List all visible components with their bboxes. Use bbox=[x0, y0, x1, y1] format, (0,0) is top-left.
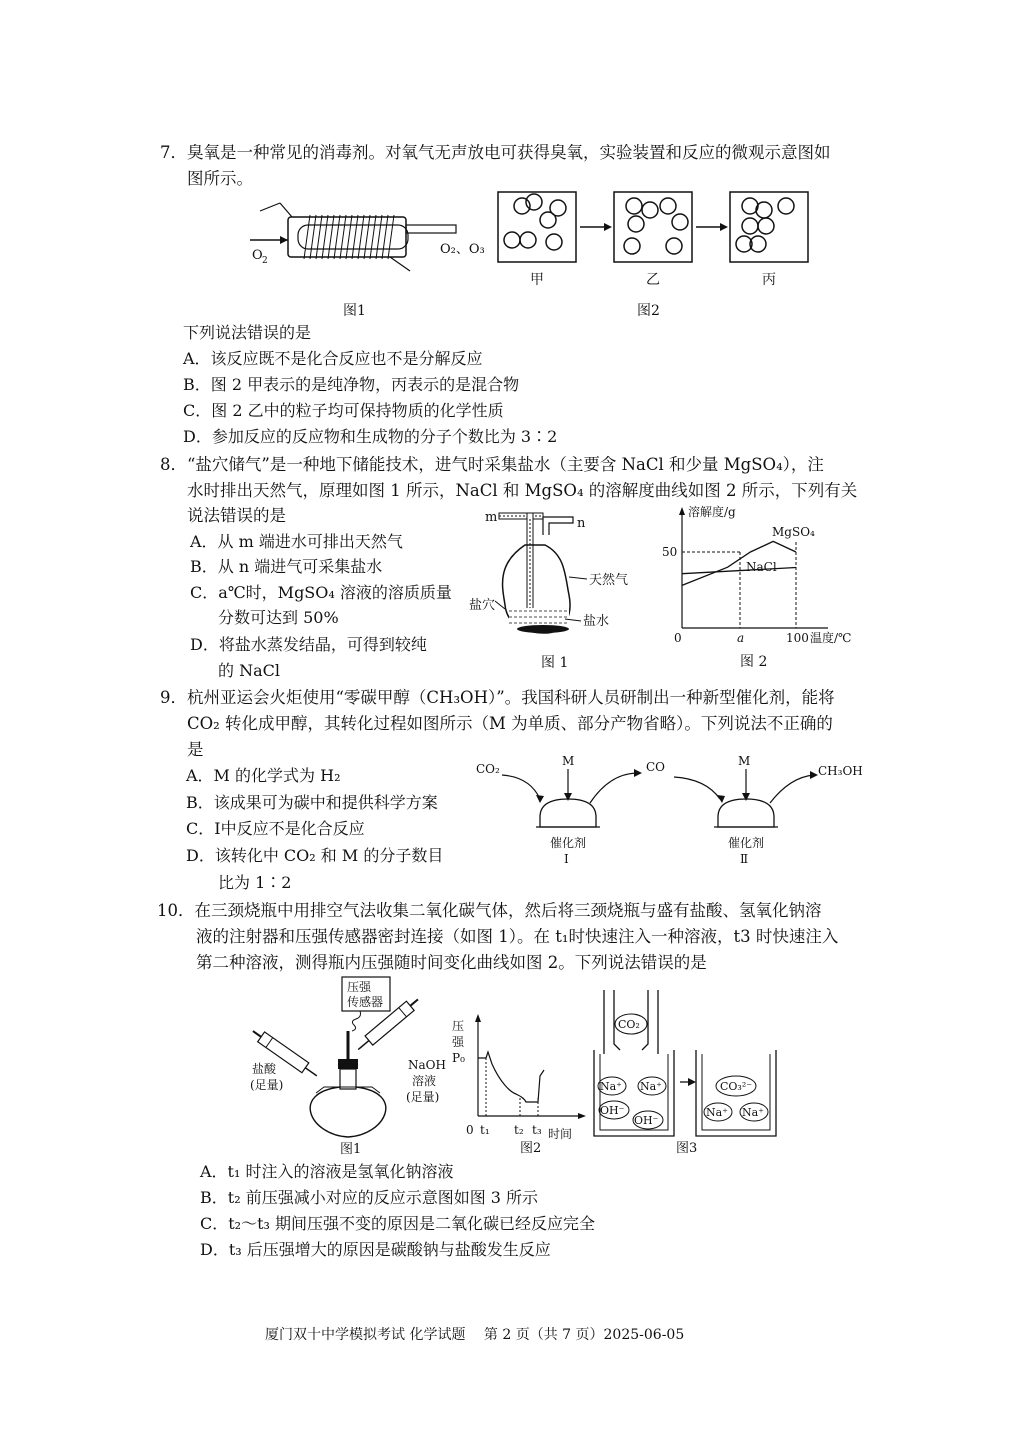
q7-o2-in-label: O bbox=[252, 248, 263, 263]
tick-a: a bbox=[737, 631, 745, 645]
label-gas: 天然气 bbox=[589, 573, 629, 588]
box-yi bbox=[614, 192, 692, 262]
q8-fig1-caption: 图 1 bbox=[541, 655, 569, 671]
label-n: n bbox=[577, 516, 586, 531]
label-m-1: M bbox=[562, 754, 575, 768]
label-y2: 强 bbox=[452, 1035, 465, 1049]
q9-option-c: C．Ⅰ中反应不是化合反应 bbox=[186, 819, 365, 838]
legend-nacl: NaCl bbox=[746, 560, 777, 574]
ion-na-3: Na⁺ bbox=[706, 1106, 728, 1119]
q8-stem-line2: 水时排出天然气，原理如图 1 所示，NaCl 和 MgSO₄ 的溶解度曲线如图 2 所示，下列有关 bbox=[187, 481, 858, 500]
q9-stem-line1: 9．杭州亚运会火炬使用“零碳甲醇（CH₃OH）”。我国科研人员研制出一种新型催化剂，能将 bbox=[160, 688, 835, 707]
label-sensor-1: 压强 bbox=[347, 980, 372, 994]
label-m: m bbox=[485, 510, 498, 525]
page-footer: 厦门双十中学模拟考试 化学试题 第 2 页（共 7 页）2025-06-05 bbox=[265, 1327, 685, 1343]
ion-na-1: Na⁺ bbox=[600, 1080, 622, 1093]
label-hcl: 盐酸 bbox=[252, 1062, 277, 1076]
q10-option-a: A．t₁ 时注入的溶液是氢氧化钠溶液 bbox=[200, 1162, 454, 1181]
box-label-bing: 丙 bbox=[762, 272, 776, 288]
q8-option-b: B．从 n 端进气可采集盐水 bbox=[190, 557, 383, 576]
label-t1: t₁ bbox=[480, 1123, 490, 1137]
q10-fig1-caption: 图1 bbox=[340, 1142, 362, 1157]
tick-100: 100 bbox=[786, 631, 809, 645]
label-t2: t₂ bbox=[514, 1123, 524, 1137]
label-origin: 0 bbox=[466, 1123, 474, 1137]
label-naoh-excess: (足量) bbox=[406, 1090, 440, 1104]
q7-prompt: 下列说法错误的是 bbox=[183, 323, 312, 342]
q8-option-c-cont: 分数可达到 50% bbox=[218, 608, 339, 627]
series-nacl-line bbox=[682, 568, 796, 574]
q7-o2-in-sub: 2 bbox=[262, 256, 268, 266]
q10-option-c: C．t₂～t₃ 期间压强不变的原因是二氧化碳已经反应完全 bbox=[200, 1214, 596, 1233]
q7-o2-o3-out-label: O₂、O₃ bbox=[440, 242, 485, 257]
q10-fig3-caption: 图3 bbox=[676, 1141, 698, 1156]
label-t3: t₃ bbox=[532, 1123, 542, 1137]
label-roman-1: Ⅰ bbox=[564, 852, 569, 866]
ion-oh-1: OH⁻ bbox=[600, 1104, 625, 1117]
box-jia bbox=[498, 192, 576, 262]
box-label-yi: 乙 bbox=[646, 272, 660, 288]
tick-y-50: 50 bbox=[662, 545, 678, 559]
ion-co3: CO₃²⁻ bbox=[720, 1080, 753, 1093]
q10-stem-line2: 液的注射器和压强传感器密封连接（如图 1）。在 t₁时快速注入一种溶液，t3 时快速注入 bbox=[196, 927, 839, 946]
tick-origin: 0 bbox=[674, 631, 682, 645]
label-p0: P₀ bbox=[452, 1051, 465, 1065]
q9-option-a: A．M 的化学式为 H₂ bbox=[186, 766, 341, 785]
q10-pressure-curve-figure bbox=[450, 1012, 590, 1157]
q7-option-b: B．图 2 甲表示的是纯净物，丙表示的是混合物 bbox=[183, 375, 520, 394]
legend-mgso4: MgSO₄ bbox=[772, 525, 815, 539]
ion-oh-2: OH⁻ bbox=[634, 1114, 659, 1127]
label-cat-2: 催化剂 bbox=[728, 836, 765, 850]
q10-option-d: D．t₃ 后压强增大的原因是碳酸钠与盐酸发生反应 bbox=[200, 1240, 551, 1259]
label-brine: 盐水 bbox=[583, 614, 610, 629]
q9-option-b: B．该成果可为碳中和提供科学方案 bbox=[186, 793, 438, 812]
label-y1: 压 bbox=[452, 1019, 465, 1033]
label-naoh-solution: 溶液 bbox=[412, 1074, 437, 1088]
q8-salt-cavern-figure bbox=[465, 505, 665, 675]
label-time: 时间 bbox=[548, 1127, 573, 1141]
ion-na-2: Na⁺ bbox=[640, 1080, 662, 1093]
q8-option-a: A．从 m 端进水可排出天然气 bbox=[190, 532, 403, 551]
label-sensor-2: 传感器 bbox=[347, 995, 384, 1009]
q7-fig2-caption: 图2 bbox=[637, 303, 660, 319]
q8-option-d: D．将盐水蒸发结晶，可得到较纯 bbox=[190, 635, 427, 654]
label-roman-2: Ⅱ bbox=[740, 852, 749, 866]
label-m-2: M bbox=[738, 754, 751, 768]
q10-fig2-caption: 图2 bbox=[520, 1141, 542, 1156]
q7-option-c: C．图 2 乙中的粒子均可保持物质的化学性质 bbox=[183, 401, 504, 420]
q7-fig1-caption: 图1 bbox=[343, 303, 366, 319]
label-hcl-excess: (足量) bbox=[250, 1078, 284, 1092]
label-ch3oh: CH₃OH bbox=[818, 764, 863, 778]
q9-stem-line2: CO₂ 转化成甲醇，其转化过程如图所示（M 为单质、部分产物省略）。下列说法不正确的 bbox=[187, 714, 833, 733]
q10-apparatus-figure bbox=[250, 975, 460, 1160]
label-cat-1: 催化剂 bbox=[550, 836, 587, 850]
label-naoh: NaOH bbox=[408, 1058, 446, 1072]
q8-option-c: C．a℃时，MgSO₄ 溶液的溶质质量 bbox=[190, 583, 452, 602]
chart-xlabel: 温度/℃ bbox=[810, 631, 852, 645]
chart-ylabel: 溶解度/g bbox=[688, 505, 736, 519]
label-cave: 盐穴 bbox=[469, 598, 496, 613]
q9-stem-line3: 是 bbox=[187, 740, 204, 759]
q8-solubility-chart bbox=[662, 502, 880, 677]
q7-option-d: D．参加反应的反应物和生成物的分子个数比为 3∶2 bbox=[183, 427, 558, 446]
q8-stem-line3: 说法错误的是 bbox=[187, 506, 286, 525]
q10-reaction-figure bbox=[590, 990, 780, 1160]
q10-stem-line3: 第二种溶液，测得瓶内压强随时间变化曲线如图 2。下列说法错误的是 bbox=[196, 953, 707, 972]
q10-option-b: B．t₂ 前压强减小对应的反应示意图如图 3 所示 bbox=[200, 1188, 539, 1207]
q7-stem-line2: 图所示。 bbox=[187, 169, 253, 188]
label-co2: CO₂ bbox=[476, 762, 500, 776]
q8-fig2-caption: 图 2 bbox=[740, 654, 768, 670]
box-bing bbox=[730, 192, 808, 262]
q9-option-d: D．该转化中 CO₂ 和 M 的分子数目 bbox=[186, 846, 444, 865]
q7-stem-line1: 7．臭氧是一种常见的消毒剂。对氧气无声放电可获得臭氧，实验装置和反应的微观示意图如 bbox=[160, 143, 831, 162]
series-mgso4-line bbox=[682, 541, 796, 585]
q7-ozone-generator-figure bbox=[240, 195, 500, 275]
ion-na-4: Na⁺ bbox=[742, 1106, 764, 1119]
label-co2: CO₂ bbox=[618, 1018, 640, 1031]
q8-stem-line1: 8．“盐穴储气”是一种地下储能技术，进气时采集盐水（主要含 NaCl 和少量 MgSO₄），注 bbox=[160, 455, 824, 474]
q7-particle-boxes-figure bbox=[496, 190, 816, 300]
q10-stem-line1: 10．在三颈烧瓶中用排空气法收集二氧化碳气体，然后将三颈烧瓶与盛有盐酸、氢氧化钠溶 bbox=[157, 901, 822, 920]
q9-catalyst-figure bbox=[470, 755, 870, 875]
label-co: CO bbox=[646, 760, 666, 774]
q8-option-d-cont: 的 NaCl bbox=[218, 661, 280, 680]
q7-option-a: A．该反应既不是化合反应也不是分解反应 bbox=[183, 349, 483, 368]
q9-option-d-cont: 比为 1∶2 bbox=[218, 873, 292, 892]
box-label-jia: 甲 bbox=[530, 272, 544, 288]
